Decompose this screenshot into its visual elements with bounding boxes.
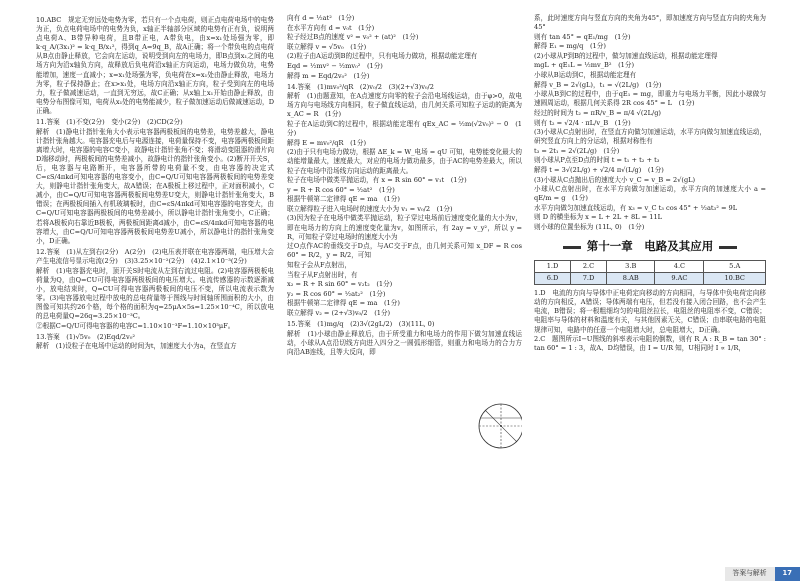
paragraph: 根据牛顿第二定律得 qE = ma (1分) xyxy=(287,195,400,204)
paragraph: 则小球的位置坐标为 (11L, 0) (1分) xyxy=(534,223,645,232)
table-cell: 10.BC xyxy=(704,273,766,285)
table-cell: 6.D xyxy=(535,273,571,285)
paragraph: y = R + R cos 60° = ½at² (1分) xyxy=(287,185,395,194)
column-right xyxy=(534,14,766,562)
page-number: 17 xyxy=(775,567,800,581)
chapter-heading xyxy=(534,239,766,255)
table-cell: 4.C xyxy=(655,261,704,273)
paragraph: 15.答案 (1)mg/q (2)3√(2gL/2) (3)(11L, 0) xyxy=(287,320,435,328)
paragraph: (2)小球从P到B的过程中，做匀加速直线运动，根据动能定理得 xyxy=(534,51,718,60)
paragraph: 解得 m = Eqd/2v₀² (1分) xyxy=(287,71,370,80)
answer-key-table xyxy=(534,260,766,285)
table-cell: 9.AC xyxy=(655,273,704,285)
paragraph: 1.D 电流的方向与导体中正电荷定向移动的方向相同，与导体中负电荷定向移动的方向相反，A错误；导体两端有电压，但若没有接入闭合回路，也不会产生电流，B错误；将一根粗细均匀的电阻丝拉长，电阻丝的电阻率不变，C错误；电阻率与导体的材料和温度有关，与其他因素无关，C错误；由串联电路的电阻规律可知，电路中的任意一个电阻增大时，总电阻增大，D正确。 xyxy=(534,289,766,334)
paragraph: 解析 (1)设粒子在电场中运动的时间为t，加速度大小为a，在竖直方 xyxy=(36,342,237,351)
paragraph: 则有 t₂ = √2/4 · πL/v_B (1分) xyxy=(534,118,631,127)
paragraph: 13.答案 (1)√5v₀ (2)Eqd/2v₀² xyxy=(36,332,135,341)
paragraph: 联立解得 v₂ = (2+√3)v₀/2 (1分) xyxy=(287,308,391,317)
paragraph: 知粒子会从F点射出， xyxy=(287,260,351,269)
paragraph: 小球从B运动到C，根据动能定理有 xyxy=(534,71,637,80)
page-footer xyxy=(725,567,800,581)
paragraph: 向有 d = ½at² (1分) xyxy=(287,14,355,22)
paragraph: 小球从B到C的过程中，由于qE₁ = mg，即重力与电场力平衡，因此小球做匀速圆周运动，根据几何关系得 2R cos 45° = L (1分) xyxy=(534,90,766,108)
column-left xyxy=(36,14,274,554)
paragraph: 解析 (1)电容器充电时，顶开关S时电流从左到右流过电阻。(2)电容器两极板电荷量为Q，由Q=CU可得电容器两极板间的电压增大。电流传感器的示数逐渐减小，放电结束时，Q=CU可得电容器两极板间的电压不变，所以电流表示数为零。(3)电容器放电过程中放电的总电荷量等于图线与时间轴所围面积的大小，由图像可知共约26个格，每个格的面积为q=25μA×5s=1.25×10⁻⁴C，所以放电的总电荷量Q=26q=3.25×10⁻³C。 xyxy=(36,266,274,320)
paragraph: 则小球从P点至D点的时间 t = t₁ + t₂ + t₃ xyxy=(534,156,660,165)
paragraph: 解析 (1)小球由静止释放后，由于所受重力和电场力的作用下做匀加速直线运动，小球从A点沿切线方向进入四分之一圆弧形细管，则重力和电场力的合力方向沿AB连线，且等大反向，即 xyxy=(287,329,522,356)
paragraph: 粒子在A运动到C的过程中，根据动能定理有 qEx_AC = ½m(√2v₀)² − 0 (1分) xyxy=(287,120,522,138)
paragraph: 粒子经过B点的速度 v² = v₀² + (at)² (1分) xyxy=(287,33,419,42)
table-cell: 8.AB xyxy=(607,273,655,285)
chapter-title: 第十一章 电路及其应用 xyxy=(586,239,714,254)
heading-bar-right xyxy=(719,246,737,249)
paragraph: 2.C 题图所示I−U图线的斜率表示电阻的倒数，则有 R_A : R_B = tan 30° : tan 60° = 1 : 3，故A、D均错误，由 I = U/R 知，U相同时 I ∝ 1/R， xyxy=(534,335,766,353)
table-row xyxy=(535,261,766,273)
paragraph: (3)因为粒子在电场中做类平抛运动，粒子穿过电场前后速度变化量的大小为v，即在电场力的方向上的速度变化量为v，如图所示，有 2ay = v_y²，所以 y = R，可知粒子穿过电场时的速度大小为 xyxy=(287,214,522,241)
paragraph: (3)小球从C点抛出后的速度大小 v_C = v_B = 2√(gL) xyxy=(534,175,696,184)
paragraph: 12.答案 (1)从左到右(2分) A(2分) (2)电压表并联在电容器两端，电压增大会产生电流信号显示电流(2分) (3)3.25×10⁻²(2分) (4)2.1×10⁻³(2分) xyxy=(36,247,274,265)
table-cell: 3.B xyxy=(607,261,655,273)
paragraph: 在水平方向有 d = v₀t (1分) xyxy=(287,23,375,32)
circle-field-diagram xyxy=(473,398,522,454)
paragraph: 水平方向做匀加速直线运动，有 x₃ = v_C t₃ cos 45° + ½at₃² = 9L xyxy=(534,203,738,212)
paragraph: (3)小球从C点射出时，在竖直方向做匀加速运动，水平方向做匀加速直线运动，研究竖直方向上的分运动，根据对称性有 xyxy=(534,128,766,146)
paragraph: 解析 (1)静电计指针张角大小表示电容器两极板间的电势差，电势差越大，静电计指针张角越大。电容器充电后与电源连接，电荷量保持不变，电容器两极板间距离增大时，电容器的电容C变小，故静电计指针张角不变；将滑动变阻器的滑片向D端移动时，两极板间的电势差减小，故静电计的指针张角变小。(2)断开开关S，后，电容器与电路断开，电容器所带的电荷量不变，由电容器的决定式C=εS/4πkd可知电容器的电容变小，由C=Q/U可知电容器两极板间的电势差变大，则静电计指针张角变大，故A错误；在A极板上移过程中，正对面积减小，C减小，由C=Q/U可知电容器两极板间电势差U变大，则静电计指针张角变大，B错误；在两极板间插入有机玻璃板时，由C=εS/4πkd可知电容器的电容变大，由C=Q/U可知电容器两极板间的电势差减小，所以静电计指针张角变小，C正确；若将A极板向右靠近B极板，两极板间距离d减小，由C=εS/4πkd可知电容器的电容增大，由C=Q/U可知电容器两极板间电势差U减小，所以静电计的指针张角变小，D正确。 xyxy=(36,127,274,245)
paragraph: 当粒子从F点射出时，有 xyxy=(287,270,358,279)
paragraph: 过O点作AC的垂线交于D点，与AC交于F点，由几何关系可知 x_DF = R cos 60° = R/2，y = R/2，可知 xyxy=(287,242,522,260)
paragraph: (2)粒子由A运动到B的过程中，只有电场力做功，根据动能定理有 xyxy=(287,52,478,61)
paragraph: 解得 v_B = 2√(gL)，t₁ = √(2L/g) (1分) xyxy=(534,80,662,89)
paragraph: 联立解得粒子进入电场时的速度大小为 v₁ = v₀/2 (1分) xyxy=(287,204,453,213)
paragraph: 10.ABC 规定无穷远处电势为零，若只有一个点电荷，则正点电荷电场中的电势为正，负点电荷电场中的电势为负，x轴正半轴部分区域的电势有正有负，说明两点电荷A、B带异种电荷，且B带正电，A带负电，由x=x₁处场强为零，即k·q_A/(3x₁)² = k·q_B/x₁²，得到q_A=9q_B，故A正确；将一个带负电的点电荷从B点由静止释放，它会向左运动，说明受到向左的电场力，即B点到x₁之间的电场方向为沿x轴负方向，故释放后负电荷沿x轴正方向运动，电场力做负功，电势能增加，速度一直减小；x=x₁处场强为零，负电荷在x=x₁处由静止释放，电场力为零，粒子保持静止；在x>x₁处，电场方向沿x轴正方向，粒子受到向左的电场力，粒子做减速运动，一直到无穷远，故C正确；从x轴上x₁开始由静止释放，由电势分布图像可知，电荷从x₁处的电势能减少，粒子做加速运动后做减速运动，D正确。 xyxy=(36,16,274,115)
paragraph: Eqd = ½mv² − ½mv₀² (1分) xyxy=(287,61,383,70)
paragraph: mgL + qE₁L = ½mv_B² (1分) xyxy=(534,61,635,70)
paragraph: 则有 tan 45° = qE₁/mg (1分) xyxy=(534,32,631,41)
table-cell: 5.A xyxy=(704,261,766,273)
paragraph: 根据牛顿第二定律得 qE = ma (1分) xyxy=(287,299,400,308)
footer-label: 答案与解析 xyxy=(725,567,775,581)
column-middle xyxy=(287,14,522,564)
paragraph: 解析 (1)由题意知，在A点速度方向零的粒子会沿电场线运动，由于φ>0，故电场方向与电场线方向相同，粒子做直线运动，由几何关系可知粒子运动的距离为 x_AC = R (1分) xyxy=(287,92,522,119)
table-cell: 2.C xyxy=(571,261,607,273)
paragraph: 系，此时速度方向与竖直方向的夹角为45°，即加速度方向与竖直方向的夹角为45° xyxy=(534,14,766,32)
paragraph: 解得 t = 3√(2L/g) + √2/4 π√(L/g) (1分) xyxy=(534,166,664,174)
paragraph: 14.答案 (1)mv₀²/qR (2)v₀/2 (3)(2+√3)v₀/2 xyxy=(287,82,434,91)
paragraph: 粒子在电场中做类平抛运动，有 x = R sin 60° = v₁t (1分) xyxy=(287,176,467,185)
table-cell: 7.D xyxy=(571,273,607,285)
heading-bar-left xyxy=(563,246,581,249)
paragraph: 经过的时间为 t₂ = πR/v_B = π/4 √(2L/g) xyxy=(534,108,661,117)
paragraph: 则 D 的横坐标为 x = L + 2L + 8L = 11L xyxy=(534,213,663,222)
paragraph: 解得 E = mv₀²/qR (1分) xyxy=(287,138,367,147)
table-row xyxy=(535,273,766,285)
paragraph: 联立解得 v = √5v₀ (1分) xyxy=(287,42,367,51)
paragraph: t₃ = 2t₁ = 2√(2L/g) (1分) xyxy=(534,146,620,155)
paragraph: 解得 E₁ = mg/q (1分) xyxy=(534,42,606,51)
paragraph: 11.答案 (1)不变(2分) 变小(2分) (2)CD(2分) xyxy=(36,118,183,127)
paragraph: 小球从C点射出时，在水平方向做匀加速运动，水平方向的加速度大小 a = qE/m = g (1分) xyxy=(534,185,766,203)
paragraph: y₂ = R cos 60° = ½at₂² (1分) xyxy=(287,289,386,298)
paragraph: ②根据C=Q/U可得电容器的电容C=1.10×10⁻³F=1.10×10³μF。 xyxy=(36,321,235,330)
table-cell: 1.D xyxy=(535,261,571,273)
paragraph: (2)由于只有电场力做功，根据 ΔE_k = W_电场 = qU 可知，电势能变化最大的动能增量最大，速度最大，对应的电场力做功最多，由于AC的电势差最大，所以粒子在电场中沿场线方向运动的距离最大。 xyxy=(287,148,522,175)
paragraph: x₂ = R + R sin 60° = v₂t₂ (1分) xyxy=(287,280,393,289)
